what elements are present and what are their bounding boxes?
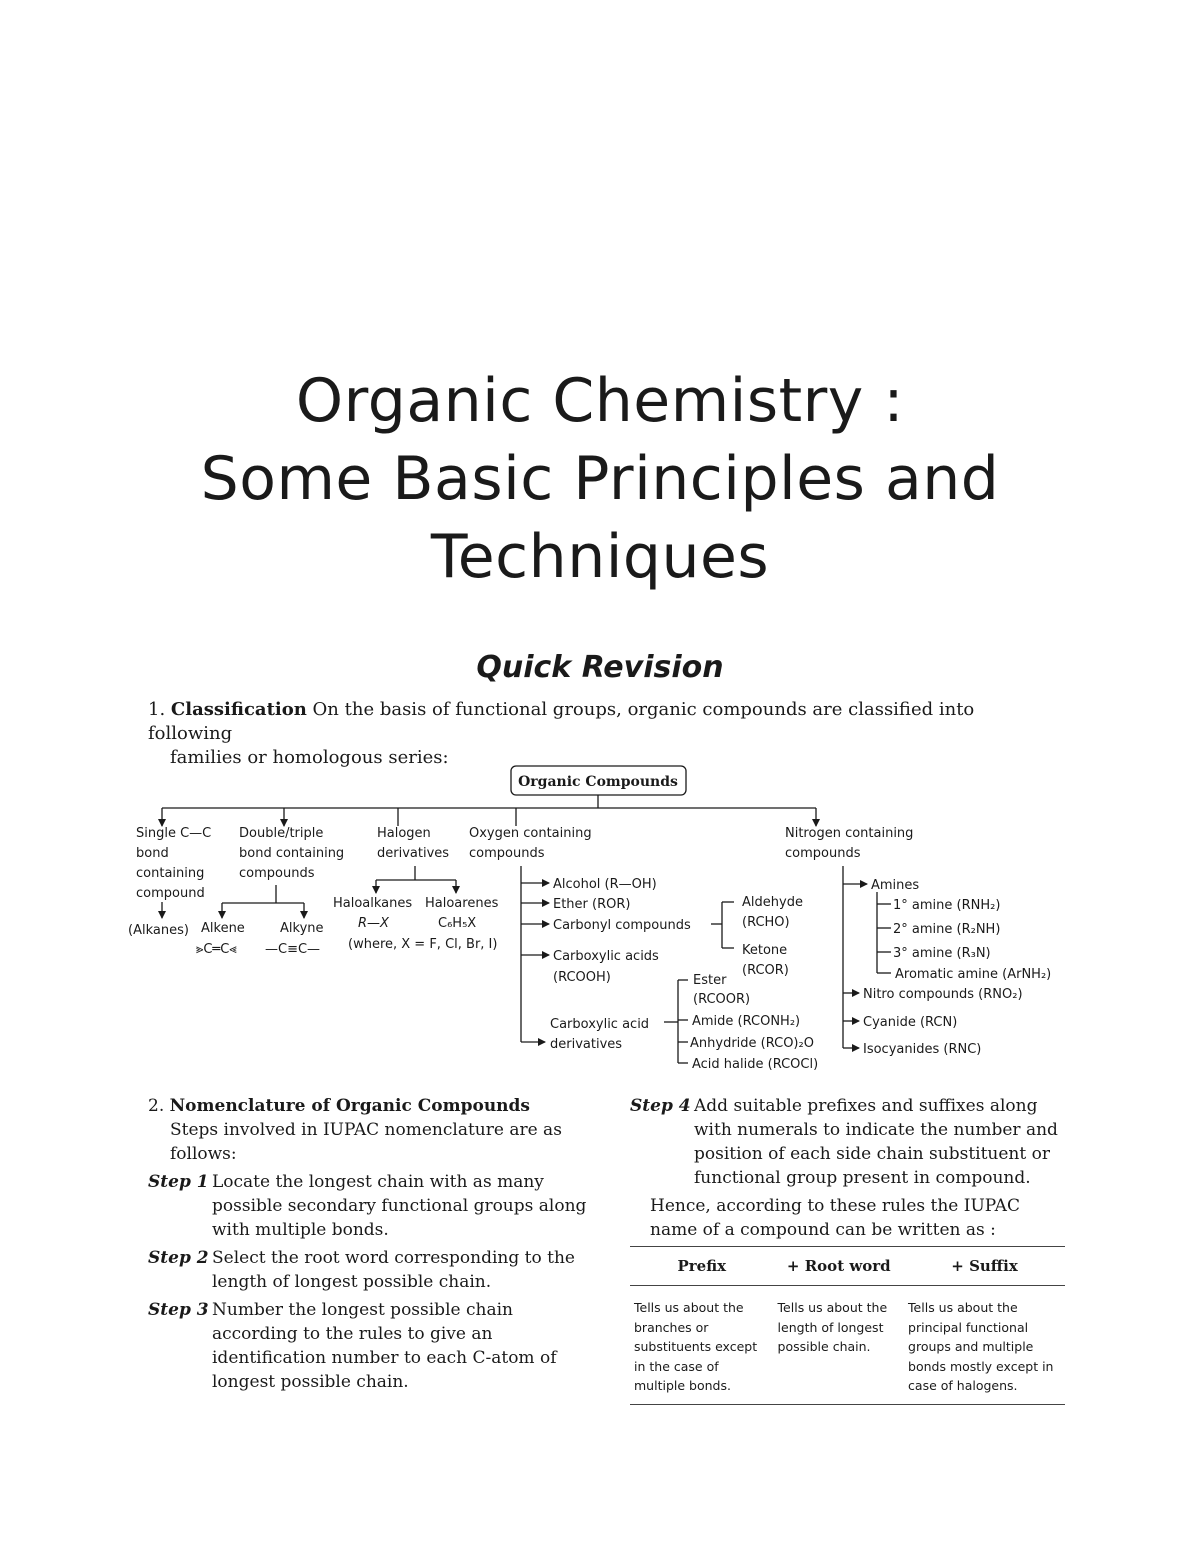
ketone-label: Ketone (RCOR) [742,943,789,978]
amide-label: Amide (RCONH₂) [692,1014,801,1029]
step-1-label: Step 1 [148,1172,209,1192]
cell-prefix: Tells us about the branches or substituents except in the case of multiple bonds. [630,1286,774,1405]
isocyanides-label: Isocyanides (RNC) [863,1042,982,1057]
carbonyl-label: Carbonyl compounds [553,918,691,933]
alkene-label: Alkene [201,921,245,936]
section1-text-2: families or homologous series: [170,747,449,768]
title-line-1: Organic Chemistry : [295,366,905,436]
carboxylic-label: Carboxylic acids (RCOOH) [553,949,659,985]
alkyne-label: Alkyne [280,921,324,936]
step-2-text: Select the root word corresponding to the length of longest possible chain. [212,1248,575,1292]
step-1 [148,1170,588,1242]
step-3-label: Step 3 [148,1300,209,1320]
section-right-column [630,1094,1065,1242]
iupac-name-table [630,1246,1065,1405]
section2-intro: Steps involved in IUPAC nomenclature are as follows: [170,1120,562,1164]
acid-halide-label: Acid halide (RCOCl) [692,1057,819,1072]
ester-label: Ester (RCOOR) [693,973,751,1007]
cell-root-word: Tells us about the length of longest possible chain. [774,1286,905,1405]
oxygen-label: Oxygen containing compounds [469,826,592,861]
carboxylic-derivatives-label: Carboxylic acid derivatives [550,1017,650,1052]
title-line-3: Techniques [430,522,770,592]
section1-heading: Classification [170,699,307,720]
quick-revision-heading: Quick Revision [476,650,724,685]
alkanes-label: (Alkanes) [128,923,189,938]
step-2 [148,1246,588,1294]
step-4-text: Add suitable prefixes and suffixes along with numerals to indicate the number and position of each side chain substituent or functional group present in compound. [694,1096,1058,1188]
aromatic-amine-label: Aromatic amine (ArNH₂) [895,967,1052,982]
step-4-label: Step 4 [630,1096,691,1116]
ether-label: Ether (ROR) [553,897,631,912]
alkyne-formula: —C≡C— [265,942,321,957]
step-1-text: Locate the longest chain with as many possible secondary functional groups along with multiple bonds. [212,1172,587,1240]
section2-heading: Nomenclature of Organic Compounds [169,1096,530,1116]
cyanide-label: Cyanide (RCN) [863,1015,958,1030]
section-nomenclature [148,1094,588,1398]
haloarenes-label: Haloarenes [425,896,499,911]
section1-number: 1. [148,699,166,720]
anhydride-label: Anhydride (RCO)₂O [690,1036,814,1051]
alcohol-label: Alcohol (R—OH) [553,877,657,892]
section1-text-1: On the basis of functional groups, organic compounds are classified into following [148,699,975,744]
amine-3-label: 3° amine (R₃N) [893,946,991,961]
halo-where-note: (where, X = F, Cl, Br, I) [348,937,498,952]
step-2-label: Step 2 [148,1248,209,1268]
title-line-2: Some Basic Principles and [200,444,1000,514]
cell-suffix: Tells us about the principal functional groups and multiple bonds mostly except in case of halogens. [904,1286,1065,1405]
aldehyde-label: Aldehyde (RCHO) [742,895,803,930]
haloarenes-formula: C₆H₅X [438,916,477,931]
alkene-formula: ⪢C═C⪡ [196,942,237,957]
single-bond-label: Single C—C bond containing compound [136,826,212,901]
amines-label: Amines [871,878,920,893]
amine-1-label: 1° amine (RNH₂) [893,898,1001,913]
header-suffix: + Suffix [904,1247,1065,1286]
root-label: Organic Compounds [518,774,678,790]
step-3 [148,1298,588,1394]
nitrogen-label: Nitrogen containing compounds [785,826,914,861]
halogen-label: Halogen derivatives [377,826,450,861]
header-prefix: Prefix [630,1247,774,1286]
double-bond-label: Double/triple bond containing compounds [239,826,345,881]
haloalkanes-formula: R—X [358,916,389,931]
table-row [630,1286,1065,1405]
hence-text: Hence, according to these rules the IUPAC name of a compound can be written as : [650,1196,1020,1240]
step-4 [630,1094,1065,1190]
section2-number: 2. [148,1096,165,1116]
step-3-text: Number the longest possible chain according to the rules to give an identification number to each C-atom of longest possible chain. [212,1300,557,1392]
header-root-word: + Root word [774,1247,905,1286]
nitro-label: Nitro compounds (RNO₂) [863,987,1023,1002]
amine-2-label: 2° amine (R₂NH) [893,922,1001,937]
haloalkanes-label: Haloalkanes [333,896,413,911]
